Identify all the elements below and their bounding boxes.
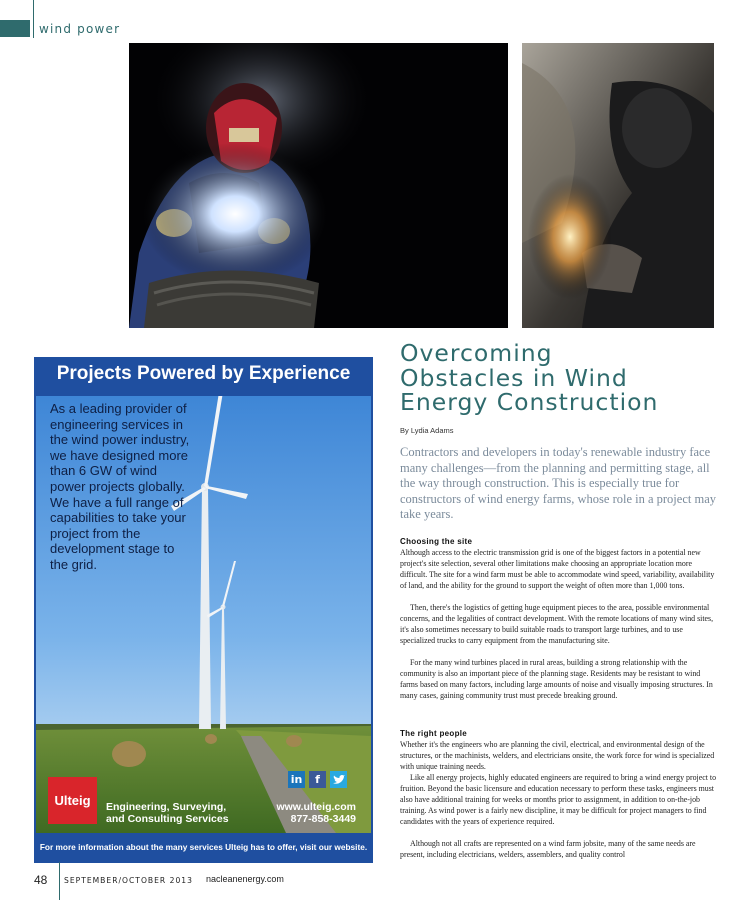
section-color-block [0, 20, 30, 37]
section-heading-site: Choosing the site [400, 537, 473, 546]
facebook-icon[interactable]: f [309, 771, 326, 788]
welder-photo-right [522, 43, 714, 328]
body-paragraph: Then, there's the logistics of getting huge equipment pieces to the area, possible environmental concerns, and the legalities of contract development. With the remote locations of many wind sites, it's also sometimes necessary to build suitable roads to transport large turbines, and to use specialized trucks to carry equipment from the manufacturing site. [400, 603, 714, 645]
body-paragraph: Like all energy projects, highly educated engineers are required to bring a wind energy project to fruition. Beyond the basic licensure and education necessary to perform these tasks, engineers must also have additional training for weeks or months prior to assignment, in addition to on-the-job training. As wind power is a fairly new discipline, it may be difficult for project managers to find candidates with the years of experience required. [400, 773, 717, 826]
ulteig-advertisement[interactable] [34, 357, 373, 863]
ulteig-logo: Ulteig [48, 777, 97, 824]
body-paragraph: For the many wind turbines placed in rural areas, building a strong relationship with the community is also an important piece of the planning stage. Residents may be resistant to wind farms based on many factors, including large amounts of noise and visually imposing structures. In many cases, gaining community trust must precede breaking ground. [400, 658, 713, 700]
article-deck: Contractors and developers in today's renewable industry face many challenges—from the planning and permitting stage, all the way through construction. This is especially true for constructors of wind energy farms, whose role in a project may take years. [400, 445, 716, 521]
article-title-line2: Obstacles in Wind [400, 363, 628, 392]
byline: By Lydia Adams [400, 426, 454, 435]
ad-body-text: As a leading provider of engineering services in the wind power industry, we have designed more than 6 GW of wind power projects globally. We have a full range of capabilities to take your project from the development stage to the grid. [50, 401, 190, 572]
ad-headline: Projects Powered by Experience [56, 363, 351, 384]
article-title-line1: Overcoming [400, 339, 553, 367]
issue-date: SEPTEMBER/OCTOBER 2013 [64, 876, 193, 885]
article-title-line3: Energy Construction [400, 388, 659, 416]
header-divider [33, 0, 34, 38]
ad-phone: 877-858-3449 [290, 813, 356, 825]
welder-photo-left [129, 43, 508, 328]
site-link[interactable]: nacleanenergy.com [206, 874, 284, 884]
ad-services [106, 801, 256, 825]
ad-wind-farm-photo [36, 396, 371, 833]
article-title [400, 341, 730, 415]
body-paragraph: Although not all crafts are represented on a wind farm jobsite, many of the same needs are present, including electricians, welders, assemblers, and quality control [400, 839, 696, 859]
section-heading-people: The right people [400, 729, 468, 738]
ad-services-line2: and Consulting Services [106, 813, 229, 825]
page-number: 48 [34, 873, 48, 887]
linkedin-icon[interactable]: in [288, 771, 305, 788]
ad-footer-text: For more information about the many services Ulteig has to offer, visit our website. [39, 842, 368, 852]
ad-contact [256, 801, 356, 825]
body-paragraph: Although access to the electric transmission grid is one of the biggest factors in a potential new project's site selection, several other limitations make choosing an appropriate location more difficult. The site for a wind farm must be able to accommodate wind speed, variability, availability of land, and the ability for the ground to support the weight of often more than 1,000 tons. [400, 548, 715, 590]
social-links [288, 771, 347, 788]
ad-website-link[interactable]: www.ulteig.com [276, 801, 356, 813]
body-paragraph: Whether it's the engineers who are planning the civil, electrical, and environmental design of the structures, or the machinists, welders, and electricians onsite, the work force for wind is specialized with unique training needs. [400, 740, 715, 771]
twitter-icon[interactable] [330, 771, 347, 788]
footer-divider [59, 862, 60, 900]
ad-services-line1: Engineering, Surveying, [106, 801, 227, 813]
section-label: wind power [39, 22, 121, 36]
